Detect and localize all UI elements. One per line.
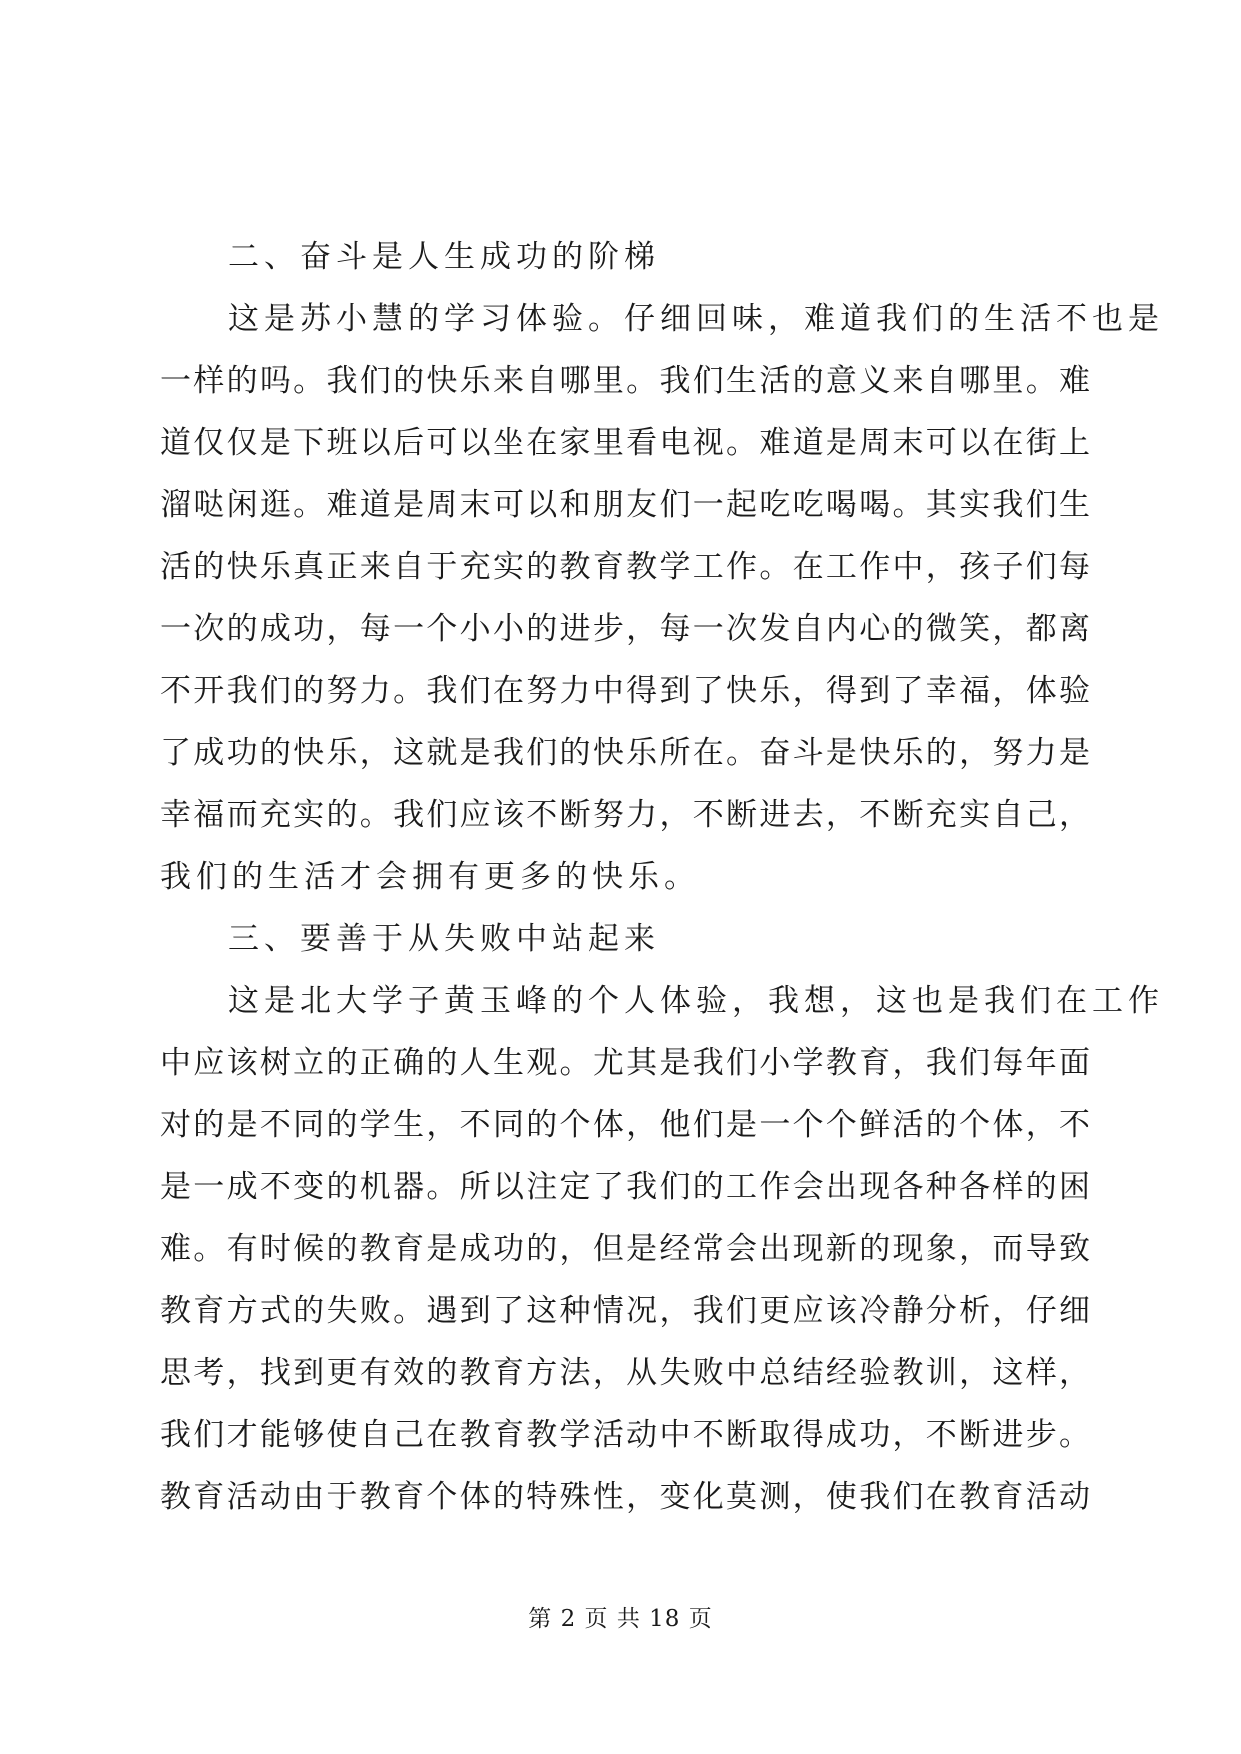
paragraph-line: 教育方式的失败。遇到了这种情况，我们更应该冷静分析，仔细: [160, 1293, 1090, 1329]
paragraph-line: 我们才能够使自己在教育教学活动中不断取得成功，不断进步。: [160, 1417, 1090, 1453]
paragraph-line: 思考，找到更有效的教育方法，从失败中总结经验教训，这样，: [160, 1355, 1090, 1391]
paragraph-line: 道仅仅是下班以后可以坐在家里看电视。难道是周末可以在街上: [160, 425, 1090, 461]
page-number-footer: 第 2 页 共 18 页: [528, 1606, 713, 1632]
paragraph-line: 了成功的快乐，这就是我们的快乐所在。奋斗是快乐的，努力是: [160, 735, 1090, 771]
section-heading: 三、要善于从失败中站起来: [228, 921, 660, 957]
paragraph: [160, 288, 1164, 908]
paragraph-line: 幸福而充实的。我们应该不断努力，不断进去，不断充实自己，: [160, 797, 1090, 833]
paragraph-line: 溜哒闲逛。难道是周末可以和朋友们一起吃吃喝喝。其实我们生: [160, 487, 1090, 523]
paragraph-line: 中应该树立的正确的人生观。尤其是我们小学教育，我们每年面: [160, 1045, 1090, 1081]
paragraph: [160, 970, 1164, 1528]
paragraph-line: 我们的生活才会拥有更多的快乐。: [160, 859, 700, 895]
section-heading: 二、奋斗是人生成功的阶梯: [228, 239, 660, 275]
paragraph-line: 不开我们的努力。我们在努力中得到了快乐，得到了幸福，体验: [160, 673, 1090, 709]
paragraph-line: 一样的吗。我们的快乐来自哪里。我们生活的意义来自哪里。难: [160, 363, 1090, 399]
paragraph-line: 难。有时候的教育是成功的，但是经常会出现新的现象，而导致: [160, 1231, 1090, 1267]
paragraph-line: 这是北大学子黄玉峰的个人体验，我想，这也是我们在工作: [228, 983, 1164, 1019]
paragraph-line: 一次的成功，每一个小小的进步，每一次发自内心的微笑，都离: [160, 611, 1090, 647]
paragraph-line: 这是苏小慧的学习体验。仔细回味，难道我们的生活不也是: [228, 301, 1164, 337]
paragraph-line: 教育活动由于教育个体的特殊性，变化莫测，使我们在教育活动: [160, 1479, 1090, 1515]
page-body: [160, 226, 1164, 1528]
paragraph-line: 对的是不同的学生，不同的个体，他们是一个个鲜活的个体，不: [160, 1107, 1090, 1143]
paragraph-line: 是一成不变的机器。所以注定了我们的工作会出现各种各样的困: [160, 1169, 1090, 1205]
paragraph-line: 活的快乐真正来自于充实的教育教学工作。在工作中，孩子们每: [160, 549, 1090, 585]
